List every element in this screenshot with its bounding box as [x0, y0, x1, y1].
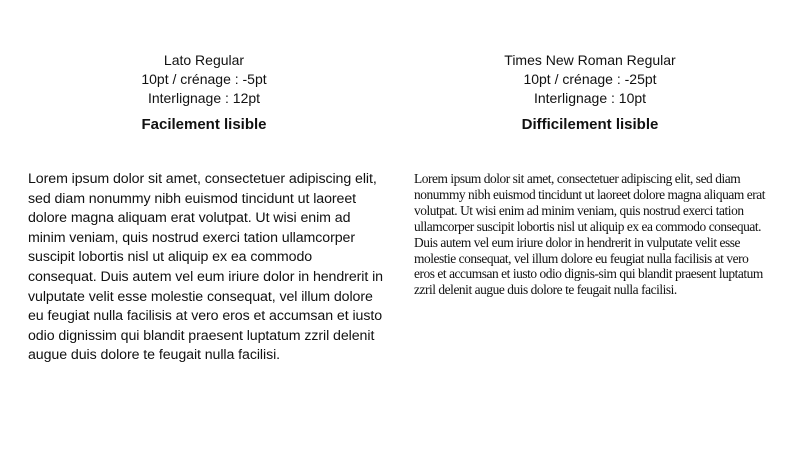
readable-example-header: [28, 51, 380, 134]
readable-example-panel: [28, 0, 383, 364]
readability-verdict: Facilement lisible: [141, 116, 267, 133]
leading-label: Interlignage : 12pt: [147, 90, 261, 106]
readability-verdict: Difficilement lisible: [521, 116, 659, 133]
size-tracking-label: 10pt / crénage : -25pt: [523, 71, 657, 87]
sample-paragraph: Lorem ipsum dolor sit amet, consectetuer adipiscing elit, sed diam nonummy nibh euismod tincidunt ut laoreet dolore magna aliquam erat volutpat. Ut wisi enim ad minim veniam, quis nostrud exerci tation ullamcorper suscipit lobortis nisl ut aliquip ex ea commodo consequat. Duis autem vel eum iriure dolor in hendrerit in vulputate velit esse molestie consequat, vel illum dolore eu feugiat nulla facilisis at vero eros et accumsan et iusto odio dignis-sim qui blandit praesent luptatum zzril delenit augue duis dolore te feugait nulla facilisi.: [414, 171, 766, 298]
font-name-label: Times New Roman Regular: [504, 52, 676, 68]
font-name-label: Lato Regular: [163, 52, 245, 68]
leading-label: Interlignage : 10pt: [533, 90, 647, 106]
sample-paragraph: Lorem ipsum dolor sit amet, consectetuer adipiscing elit, sed diam nonummy nibh euismod tincidunt ut laoreet dolore magna aliquam erat volutpat. Ut wisi enim ad minim veniam, quis nostrud exerci tation ullamcorper suscipit lobortis nisl ut aliquip ex ea commodo consequat. Duis autem vel eum iriure dolor in hendrerit in vulputate velit esse molestie consequat, vel illum dolore eu feugiat nulla facilisis at vero eros et accumsan et iusto odio dignissim qui blandit praesent luptatum zzril delenit augue duis dolore te feugait nulla facilisi.: [28, 171, 383, 364]
hard-to-read-example-panel: [414, 0, 768, 298]
size-tracking-label: 10pt / crénage : -5pt: [141, 71, 267, 87]
hard-to-read-example-header: [414, 51, 766, 134]
